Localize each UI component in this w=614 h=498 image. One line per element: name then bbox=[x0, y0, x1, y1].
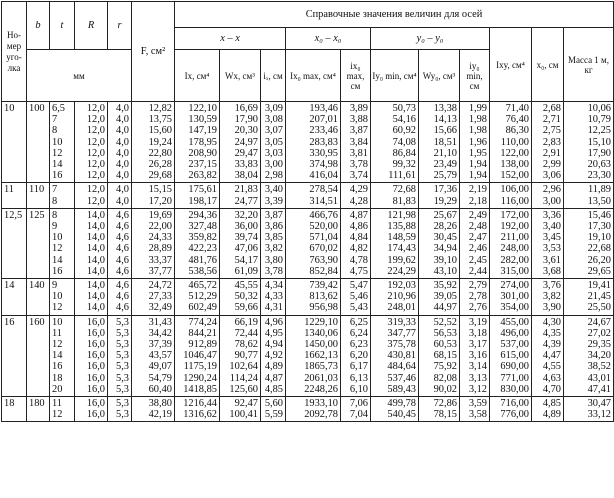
axis-header-x-x: x – x bbox=[175, 28, 286, 50]
cell-ix: 3,40 3,39 bbox=[261, 183, 286, 208]
cell-t: 9 10 12 bbox=[50, 279, 75, 316]
cell-r: 4,6 4,6 4,6 bbox=[108, 279, 132, 316]
cell-Ix: 294,36 327,48 359,82 422,23 481,76 538,56 bbox=[175, 208, 220, 278]
cell-ix0: 4,29 4,28 bbox=[341, 183, 371, 208]
cell-Ixy: 106,00 116,00 bbox=[490, 183, 532, 208]
axis-header-y0-y0: y₀ – y₀ bbox=[371, 28, 490, 50]
col-header-Iy0: Iy₀ min, см⁴ bbox=[371, 50, 419, 102]
cell-x0: 2,68 2,71 2,75 2,83 2,91 2,99 3,06 bbox=[532, 102, 564, 183]
table-row bbox=[2, 397, 614, 422]
cell-Ixy: 455,00 496,00 537,00 615,00 690,00 771,00 830,00 bbox=[490, 315, 532, 396]
cell-Ixy: 172,00 192,00 211,00 248,00 282,00 315,00 bbox=[490, 208, 532, 278]
cell-t: 10 11 12 14 16 18 20 bbox=[50, 315, 75, 396]
col-header-Wy0: Wy₀, см³ bbox=[419, 50, 460, 102]
cell-Iy0: 72,68 81,83 bbox=[371, 183, 419, 208]
cell-iy0: 2,49 2,48 2,47 2,46 2,45 2,44 bbox=[460, 208, 490, 278]
cell-Iy0: 121,98 135,88 148,59 174,43 199,62 224,29 bbox=[371, 208, 419, 278]
cell-number: 12,5 bbox=[2, 208, 27, 278]
cell-x0: 4,30 4,35 4,39 4,47 4,55 4,63 4,70 bbox=[532, 315, 564, 396]
cell-number: 14 bbox=[2, 279, 27, 316]
cell-Iy0: 192,03 210,96 248,01 bbox=[371, 279, 419, 316]
cell-b: 100 bbox=[27, 102, 50, 183]
cell-Wx: 66,19 72,44 78,62 90,77 102,64 114,24 125,60 bbox=[220, 315, 261, 396]
cell-x0: 3,76 3,82 3,90 bbox=[532, 279, 564, 316]
table-row bbox=[2, 183, 614, 208]
cell-r: 4,0 4,0 bbox=[108, 183, 132, 208]
cell-iy0: 2,79 2,78 2,76 bbox=[460, 279, 490, 316]
cell-F: 38,80 42,19 bbox=[132, 397, 175, 422]
cell-Wx: 21,83 24,77 bbox=[220, 183, 261, 208]
table-header bbox=[2, 2, 614, 102]
table-row bbox=[2, 208, 614, 278]
cell-mass: 10,06 10,79 12,25 15,10 17,90 20,63 23,30 bbox=[564, 102, 614, 183]
col-header-Wx: Wx, см³ bbox=[220, 50, 261, 102]
cell-Wx: 16,69 17,90 20,30 24,97 29,47 33,83 38,04 bbox=[220, 102, 261, 183]
cell-iy0: 3,59 3,58 bbox=[460, 397, 490, 422]
cell-b: 110 bbox=[27, 183, 50, 208]
cell-R: 12,0 12,0 12,0 12,0 12,0 12,0 12,0 bbox=[75, 102, 108, 183]
cell-ix0: 3,89 3,88 3,87 3,84 3,81 3,78 3,74 bbox=[341, 102, 371, 183]
cell-F: 24,72 27,33 32,49 bbox=[132, 279, 175, 316]
cell-ix0: 6,25 6,24 6,23 6,20 6,17 6,13 6,10 bbox=[341, 315, 371, 396]
cell-x0: 2,96 3,00 bbox=[532, 183, 564, 208]
cell-number: 16 bbox=[2, 315, 27, 396]
cell-Ix0: 466,76 520,00 571,04 670,02 763,90 852,84 bbox=[286, 208, 341, 278]
cell-Ix: 465,72 512,29 602,49 bbox=[175, 279, 220, 316]
col-header-ix0: ix₀ max, см bbox=[341, 50, 371, 102]
col-header-x0: x₀, см bbox=[532, 28, 564, 102]
cell-Ix0: 278,54 314,51 bbox=[286, 183, 341, 208]
cell-ix: 3,87 3,86 3,85 3,82 3,80 3,78 bbox=[261, 208, 286, 278]
cell-ix: 4,34 4,33 4,31 bbox=[261, 279, 286, 316]
cell-ix0: 7,06 7,04 bbox=[341, 397, 371, 422]
cell-number: 11 bbox=[2, 183, 27, 208]
col-header-t: t bbox=[50, 2, 75, 50]
cell-Wy0: 35,92 39,05 44,97 bbox=[419, 279, 460, 316]
cell-r: 4,6 4,6 4,6 4,6 4,6 4,6 bbox=[108, 208, 132, 278]
cell-b: 160 bbox=[27, 315, 50, 396]
cell-iy0: 1,99 1,98 1,98 1,96 1,95 1,94 1,94 bbox=[460, 102, 490, 183]
cell-Wx: 92,47 100,41 bbox=[220, 397, 261, 422]
cell-Iy0: 499,78 540,45 bbox=[371, 397, 419, 422]
cell-Iy0: 319,33 347,77 375,78 430,81 484,64 537,46 589,43 bbox=[371, 315, 419, 396]
cell-mass: 19,41 21,45 25,50 bbox=[564, 279, 614, 316]
cell-Ix: 1216,44 1316,62 bbox=[175, 397, 220, 422]
cell-Ix: 175,61 198,17 bbox=[175, 183, 220, 208]
cell-Wy0: 52,52 56,53 60,53 68,15 75,92 82,08 90,02 bbox=[419, 315, 460, 396]
cell-mass: 15,46 17,30 19,10 22,68 26,20 29,65 bbox=[564, 208, 614, 278]
group-header-reference-values: Справочные значения величин для осей bbox=[175, 2, 614, 28]
cell-F: 31,43 34,42 37,39 43,57 49,07 54,79 60,40 bbox=[132, 315, 175, 396]
col-header-r: r bbox=[108, 2, 132, 50]
cell-R: 14,0 14,0 14,0 bbox=[75, 279, 108, 316]
col-header-area: F, см² bbox=[132, 2, 175, 102]
cell-mass: 30,47 33,12 bbox=[564, 397, 614, 422]
col-header-iy0: iy₀ min, см bbox=[460, 50, 490, 102]
cell-mass: 11,89 13,50 bbox=[564, 183, 614, 208]
cell-x0: 3,36 3,40 3,45 3,53 3,61 3,68 bbox=[532, 208, 564, 278]
cell-ix: 4,96 4,95 4,94 4,92 4,89 4,87 4,85 bbox=[261, 315, 286, 396]
cell-b: 140 bbox=[27, 279, 50, 316]
cell-iy0: 2,19 2,18 bbox=[460, 183, 490, 208]
col-header-R: R bbox=[75, 2, 108, 50]
cell-Ixy: 716,00 776,00 bbox=[490, 397, 532, 422]
cell-x0: 4,85 4,89 bbox=[532, 397, 564, 422]
cell-r: 4,0 4,0 4,0 4,0 4,0 4,0 4,0 bbox=[108, 102, 132, 183]
angle-profile-table bbox=[1, 1, 614, 422]
cell-number: 18 bbox=[2, 397, 27, 422]
cell-R: 16,0 16,0 16,0 16,0 16,0 16,0 16,0 bbox=[75, 315, 108, 396]
cell-Ix: 122,10 130,59 147,19 178,95 208,90 237,15 263,82 bbox=[175, 102, 220, 183]
cell-Ixy: 71,40 76,40 86,30 110,00 122,00 138,00 152,00 bbox=[490, 102, 532, 183]
col-header-b: b bbox=[27, 2, 50, 50]
cell-Wy0: 25,67 28,26 30,45 34,94 39,10 43,10 bbox=[419, 208, 460, 278]
cell-r: 5,3 5,3 bbox=[108, 397, 132, 422]
cell-b: 180 bbox=[27, 397, 50, 422]
axis-header-x0-x0: x₀ – x₀ bbox=[286, 28, 371, 50]
cell-ix: 5,60 5,59 bbox=[261, 397, 286, 422]
cell-Wy0: 72,86 78,15 bbox=[419, 397, 460, 422]
cell-Ix0: 1933,10 2092,78 bbox=[286, 397, 341, 422]
cell-mass: 24,67 27,02 29,35 34,20 38,52 43,01 47,41 bbox=[564, 315, 614, 396]
table-row bbox=[2, 315, 614, 396]
cell-F: 12,82 13,75 15,60 19,24 22,80 26,28 29,68 bbox=[132, 102, 175, 183]
cell-t: 8 9 10 12 14 16 bbox=[50, 208, 75, 278]
units-mm: мм bbox=[27, 50, 132, 102]
cell-R: 14,0 14,0 14,0 14,0 14,0 14,0 bbox=[75, 208, 108, 278]
table-row bbox=[2, 102, 614, 183]
cell-Ix0: 739,42 813,62 956,98 bbox=[286, 279, 341, 316]
cell-t: 6,5 7 8 10 12 14 16 bbox=[50, 102, 75, 183]
cell-r: 5,3 5,3 5,3 5,3 5,3 5,3 5,3 bbox=[108, 315, 132, 396]
table-body bbox=[2, 102, 614, 422]
cell-F: 19,69 22,00 24,33 28,89 33,37 37,77 bbox=[132, 208, 175, 278]
cell-F: 15,15 17,20 bbox=[132, 183, 175, 208]
cell-number: 10 bbox=[2, 102, 27, 183]
cell-Ix0: 1229,10 1340,06 1450,00 1662,13 1865,73 2061,03 2248,26 bbox=[286, 315, 341, 396]
cell-ix: 3,09 3,08 3,07 3,05 3,03 3,00 2,98 bbox=[261, 102, 286, 183]
cell-Wy0: 17,36 19,29 bbox=[419, 183, 460, 208]
cell-ix0: 5,47 5,46 5,43 bbox=[341, 279, 371, 316]
cell-t: 11 12 bbox=[50, 397, 75, 422]
col-header-ix: iₓ, см bbox=[261, 50, 286, 102]
table-row bbox=[2, 279, 614, 316]
cell-b: 125 bbox=[27, 208, 50, 278]
col-header-Ix: Ix, см⁴ bbox=[175, 50, 220, 102]
col-header-ixy: Ixy, см⁴ bbox=[490, 28, 532, 102]
cell-Ixy: 274,00 301,00 354,00 bbox=[490, 279, 532, 316]
cell-Ix0: 193,46 207,01 233,46 283,83 330,95 374,98 416,04 bbox=[286, 102, 341, 183]
cell-Iy0: 50,73 54,16 60,92 74,08 86,84 99,32 111,61 bbox=[371, 102, 419, 183]
cell-Ix: 774,24 844,21 912,89 1046,47 1175,19 1290,24 1418,85 bbox=[175, 315, 220, 396]
cell-ix0: 4,87 4,86 4,84 4,82 4,78 4,75 bbox=[341, 208, 371, 278]
col-header-number: Но- мер уго- лка bbox=[2, 2, 27, 102]
cell-Wy0: 13,38 14,13 15,66 18,51 21,10 23,49 25,79 bbox=[419, 102, 460, 183]
col-header-mass: Масса 1 м, кг bbox=[564, 28, 614, 102]
cell-R: 12,0 12,0 bbox=[75, 183, 108, 208]
col-header-Ix0: Ix₀ max, см⁴ bbox=[286, 50, 341, 102]
cell-Wx: 32,20 36,00 39,74 47,06 54,17 61,09 bbox=[220, 208, 261, 278]
cell-iy0: 3,19 3,18 3,17 3,16 3,14 3,13 3,12 bbox=[460, 315, 490, 396]
cell-t: 7 8 bbox=[50, 183, 75, 208]
cell-R: 16,0 16,0 bbox=[75, 397, 108, 422]
cell-Wx: 45,55 50,32 59,66 bbox=[220, 279, 261, 316]
